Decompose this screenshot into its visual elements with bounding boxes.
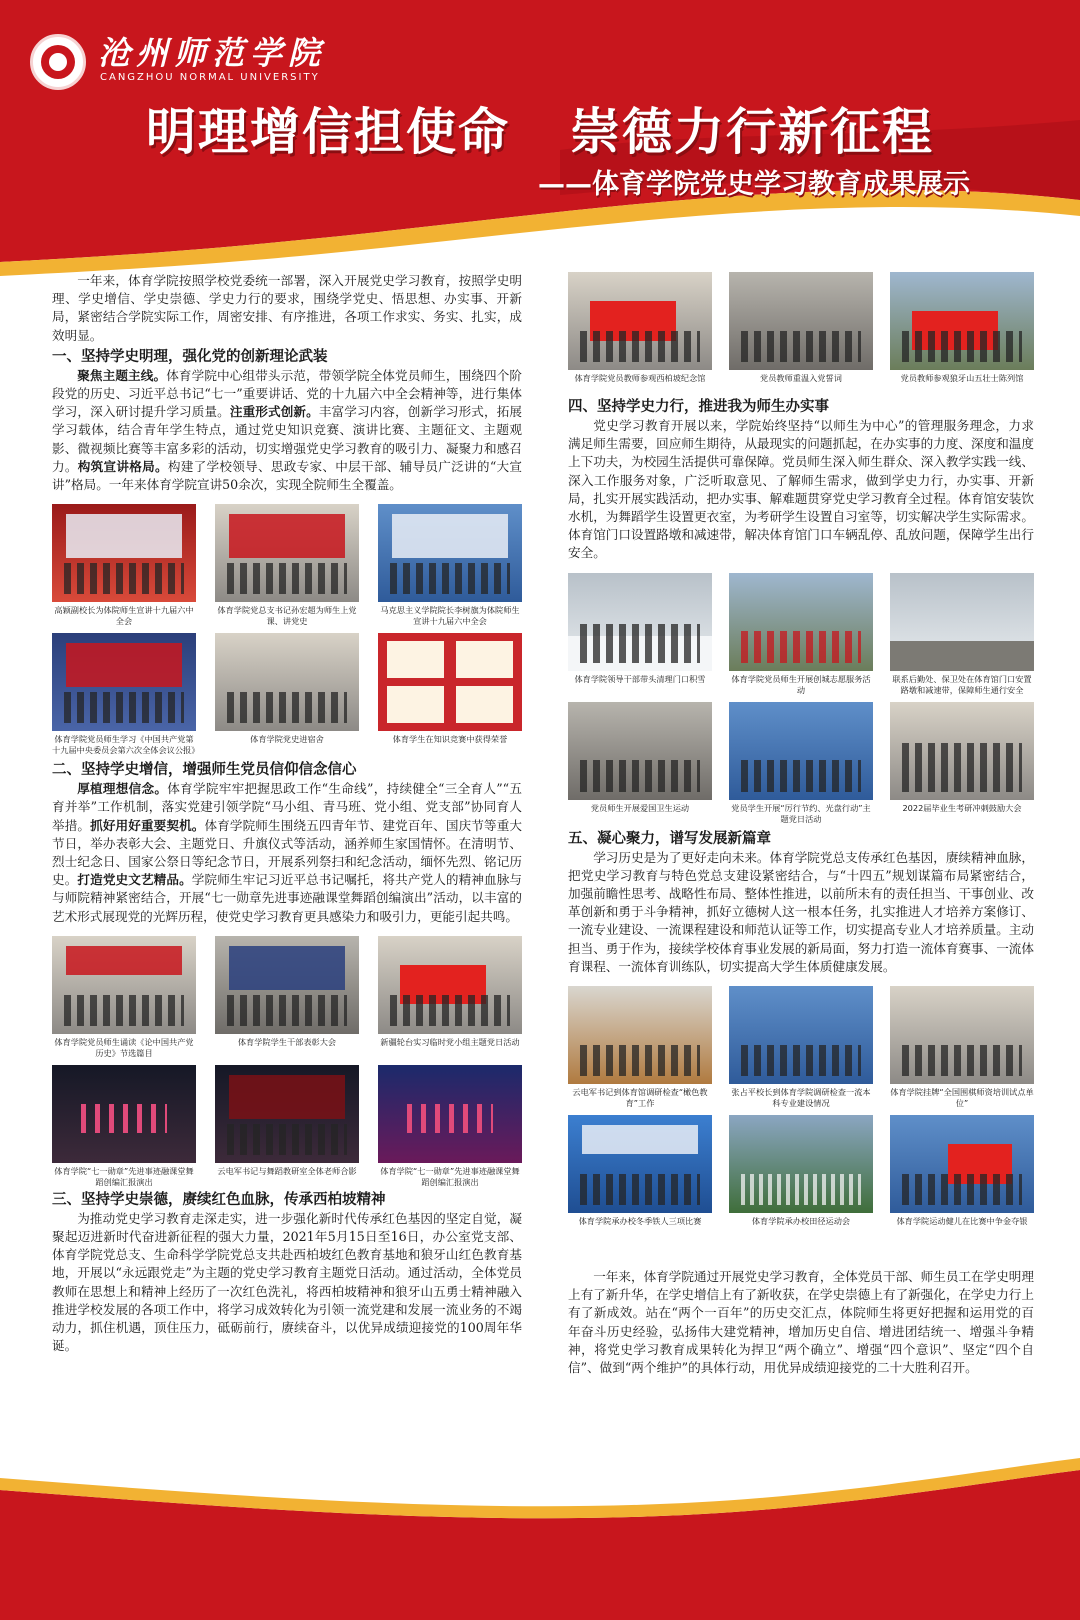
photo-item — [890, 986, 1034, 1109]
photo — [568, 573, 712, 671]
photo-caption: 联系后勤处、保卫处在体育馆门口安置路墩和减速带，保障师生通行安全 — [892, 673, 1032, 695]
photo — [215, 504, 359, 602]
photo-caption: 体育学院党史进宿舍 — [250, 734, 324, 745]
photo — [52, 504, 196, 602]
photo-caption: 云电军书记与舞蹈教研室全体老师合影 — [217, 1165, 357, 1176]
photo — [568, 272, 712, 370]
intro-paragraph: 一年来，体育学院按照学校党委统一部署，深入开展党史学习教育，按照学史明理、学史增信、学史崇德、学史力行的要求，围绕学党史、悟思想、办实事、开新局，紧密结合学院实际工作，周密安排、有序推进，各项工作求实、务实、扎实，成效明显。 — [52, 273, 522, 343]
photo-caption: 党员教师重温入党誓词 — [760, 373, 842, 383]
photo-row — [52, 1065, 522, 1188]
photo — [378, 633, 522, 731]
photo-caption: 体育学院学生干部表彰大会 — [237, 1036, 337, 1047]
photo-item — [568, 1115, 712, 1238]
photo-row — [52, 936, 522, 1059]
photo-caption: 体育学院运动健儿在比赛中争金夺银 — [896, 1216, 1028, 1227]
photo-item — [215, 633, 359, 756]
photo-row — [568, 702, 1034, 825]
title-left: 明理增信担使命 — [146, 103, 510, 161]
photo-caption: 体育学院“七一勋章”先进事迹融课堂舞蹈创编汇报演出 — [54, 1165, 194, 1187]
section1-paragraph: 聚焦主题主线。体育学院中心组带头示范，带领学院全体党员师生，围绕四个阶段党的历史、习近平总书记“七一”重要讲话、党的十九届六中全会精神等，进行集体学习，深入研讨提升学习质量。注重形式创新。丰富学习内容，创新学习形式，拓展学习载体，结合青年学生特点，通过党史知识竞赛、演讲比赛、主题征文、主题观影、微视频比赛等丰富多彩的活动，切实增强党史学习教育的吸引力、凝聚力和感召力。构筑宣讲格局。构建了学校领导、思政专家、中层干部、辅导员广泛讲的“大宣讲”格局。一年来体育学院宣讲50余次，实现全院师生全覆盖。 — [52, 367, 523, 493]
photo-item — [52, 936, 196, 1059]
photo-item — [568, 702, 712, 825]
photo-caption: 云电军书记到体育馆调研检查“橄色教育”工作 — [572, 1087, 708, 1109]
photo — [729, 573, 873, 671]
photo — [729, 272, 873, 370]
photo-row — [568, 573, 1034, 696]
photo-item — [378, 936, 522, 1059]
poster-title — [0, 92, 1080, 164]
photo-item — [729, 986, 873, 1109]
photo-item — [890, 272, 1034, 395]
photo — [568, 986, 712, 1084]
photo-caption: 马克思主义学院院长李树旗为体院师生宣讲十九届六中全会 — [380, 605, 520, 627]
photo — [890, 1115, 1034, 1213]
section5-heading: 五、凝心聚力，谱写发展新篇章 — [568, 830, 771, 847]
photo-row — [568, 1115, 1034, 1238]
photo — [568, 1115, 712, 1213]
photo — [52, 1065, 196, 1163]
section3-paragraph: 为推动党史学习教育走深走实，进一步强化新时代传承红色基因的坚定自觉，凝聚起迈进新时代奋进新征程的强大力量，2021年5月15日至16日，办公室党支部、体育学院党总支、生命科学学院党总支共赴西柏坡红色教育基地和狼牙山红色教育基地，开展以“永远跟党走”为主题的党史学习教育主题党日活动。通过活动，全体党员教师在思想上和精神上经历了一次红色洗礼，将西柏坡精神和狼牙山五勇士精神融入推进学校发展的各项工作中，将学习成效转化为引领一流党建和发展一流业务的不竭动力，抓住机遇，顶住压力，砥砺前行，赓续奋斗，以优异成绩迎接党的100周年华诞。 — [52, 1210, 522, 1354]
photo-item — [729, 1115, 873, 1238]
photo — [52, 936, 196, 1034]
photo — [52, 633, 196, 731]
photo-caption: 体育学院党员师生学习《中国共产党第十九届中央委员会第六次全体会议公报》 — [52, 734, 200, 756]
title-right: 崇德力行新征程 — [570, 103, 934, 161]
poster-subtitle: ——体育学院党史学习教育成果展示 — [538, 169, 970, 200]
photo — [729, 702, 873, 800]
photo — [729, 986, 873, 1084]
photo-caption: 体育学院承办校冬季铁人三项比赛 — [578, 1216, 702, 1227]
photo-row — [52, 633, 522, 756]
photo-item — [52, 1065, 196, 1188]
photo-row — [568, 986, 1034, 1109]
photo — [378, 1065, 522, 1163]
photo — [215, 936, 359, 1034]
photo-item — [890, 702, 1034, 825]
school-name-en: CANGZHOU NORMAL UNIVERSITY — [100, 72, 320, 83]
photo-item — [568, 272, 712, 395]
school-logo — [30, 34, 86, 90]
section1-heading: 一、坚持学史明理，强化党的创新理论武装 — [52, 348, 328, 365]
photo-item — [215, 936, 359, 1059]
photo-caption: 体育学生在知识竞赛中获得荣誉 — [392, 734, 508, 745]
photo-caption: 体育学院党员教师参观西柏坡纪念馆 — [574, 373, 706, 383]
photo-caption: 体育学院党员师生开展创城志愿服务活动 — [731, 673, 871, 695]
section4-heading: 四、坚持学史力行，推进我为师生办实事 — [568, 399, 829, 415]
photo-caption: 体育学院“七一勋章”先进事迹融课堂舞蹈创编汇报演出 — [380, 1165, 520, 1187]
photo-item — [215, 1065, 359, 1188]
photo-row — [568, 272, 1034, 395]
footer-banner — [0, 1450, 1080, 1620]
photo-caption: 党员学生开展“厉行节约、光盘行动”主题党日活动 — [731, 802, 871, 824]
photo — [890, 702, 1034, 800]
photo — [729, 1115, 873, 1213]
section5-paragraph: 学习历史是为了更好走向未来。体育学院党总支传承红色基因，赓续精神血脉，把党史学习教育与特色党总支建设紧密结合，与“十四五”规划谋篇布局紧密结合，加强前瞻性思考、战略性布局、整体性推进，以前所未有的责任担当、干事创业、改革创新和勇于斗争精神，抓好立德树人这一根本任务，扎实推进人才培养方案修订、一流专业建设、一流课程建设和师范认证等工作，切实提高专业人才培养质量。主动担当、勇于作为，接续学校体育事业发展的新局面，努力打造一流体育赛事、一流体育课程、一流体育训练队，切实提高大学生体质健康发展。 — [568, 849, 1034, 974]
photo-caption: 张占平校长到体育学院调研检查一流本科专业建设情况 — [731, 1087, 871, 1109]
photo-caption: 党员师生开展爱国卫生运动 — [590, 802, 690, 813]
photo — [378, 504, 522, 602]
photo-item — [378, 1065, 522, 1188]
section2-heading: 二、坚持学史增信，增强师生党员信仰信念信心 — [52, 762, 357, 779]
left-column — [52, 272, 522, 1355]
photo-row — [52, 504, 522, 627]
photo-item — [568, 986, 712, 1109]
photo — [215, 633, 359, 731]
photo-item — [52, 633, 200, 756]
photo-caption: 2022届毕业生考研冲刺鼓励大会 — [902, 802, 1022, 813]
photo-caption: 体育学院挂牌“全国围棋师资培训试点单位” — [890, 1087, 1034, 1109]
photo — [890, 272, 1034, 370]
photo-item — [568, 573, 712, 696]
photo-item — [378, 504, 522, 627]
photo-item — [729, 272, 873, 395]
photo-caption: 体育学院领导干部带头清理门口积雪 — [574, 673, 706, 684]
section3-heading: 三、坚持学史崇德，赓续红色血脉，传承西柏坡精神 — [52, 1191, 386, 1208]
section4-paragraph: 党史学习教育开展以来，学院始终坚持“以师生为中心”的管理服务理念，力求满足师生需要，回应师生期待，从最现实的问题抓起，在办实事的力度、深度和温度上下功夫，为校园生活提供可靠保障。党员师生深入师生群众、深入教学实践一线、深入工作服务对象，广泛听取意见、了解师生需求，做到学史力行，办实事、开新局，扎实开展实践活动，把办实事、解难题贯穿党史学习教育全过程。体育馆安装饮水机，为舞蹈学生设置更衣室，为考研学生设置自习室等，切实解决学生实际需求。体育馆门口设置路墩和减速带，解决体育馆门口车辆乱停、乱放问题，保障学生出行安全。 — [568, 418, 1034, 561]
section2-paragraph: 厚植理想信念。体育学院牢牢把握思政工作“生命线”，持续健全“三全育人”“五育并举”工作机制，落实党建引领学院“马小组、青马班、党小组、党支部”协同育人举措。抓好用好重要契机。体育学院师生围绕五四青年节、建党百年、国庆节等重大节日，举办表彰大会、主题党日、升旗仪式等活动，涵养师生家国情怀。在清明节、烈士纪念日、国家公祭日等纪念节日，开展系列祭扫和纪念活动，缅怀先烈、铭记历史。打造党史文艺精品。学院师生牢记习近平总书记嘱托，将共产党人的精神血脉与与师院精神紧密结合，开展“七一勋章先进事迹融课堂舞蹈创编演出”活动，以丰富的艺术形式展现党的光辉历程，使党史学习教育更具感染力和吸引力，更能引起共鸣。 — [52, 781, 523, 924]
photo — [890, 986, 1034, 1084]
photo-caption: 体育学院党员师生诵读《论中国共产党历史》节选篇目 — [54, 1036, 194, 1058]
photo-item — [729, 702, 873, 825]
photo-caption: 体育学院党总支书记孙宏超为师生上党课、讲党史 — [217, 605, 357, 627]
photo-item — [890, 573, 1034, 696]
photo-caption: 新疆轮台实习临时党小组主题党日活动 — [380, 1036, 520, 1047]
photo-item — [52, 504, 196, 627]
photo-item — [378, 633, 522, 756]
school-name-cn: 沧州师范学院 — [98, 34, 327, 72]
photo — [215, 1065, 359, 1163]
photo — [378, 936, 522, 1034]
photo — [568, 702, 712, 800]
photo-item — [215, 504, 359, 627]
photo-caption: 党员教师参观狼牙山五壮士陈列馆 — [900, 373, 1024, 383]
photo-caption: 高颖副校长为体院师生宣讲十九届六中全会 — [54, 605, 194, 627]
photo — [890, 573, 1034, 671]
photo-item — [729, 573, 873, 696]
right-column — [568, 272, 1034, 1377]
photo-caption: 体育学院承办校田径运动会 — [751, 1216, 851, 1227]
photo-item — [890, 1115, 1034, 1238]
closing-paragraph: 一年来，体育学院通过开展党史学习教育，全体党员干部、师生员工在学史明理上有了新升华，在学史增信上有了新收获，在学史崇德上有了新强化，在学史力行上有了新成效。站在“两个一百年”的历史交汇点，体院师生将更好把握和运用党的百年奋斗历史经验，弘扬伟大建党精神，增加历史自信、增进团结统一、增强斗争精神，将党史学习教育成果转化为捍卫“两个确立”、增强“四个意识”、坚定“四个自信”、做到“两个维护”的具体行动，用优异成绩迎接党的二十大胜利召开。 — [568, 1269, 1034, 1376]
